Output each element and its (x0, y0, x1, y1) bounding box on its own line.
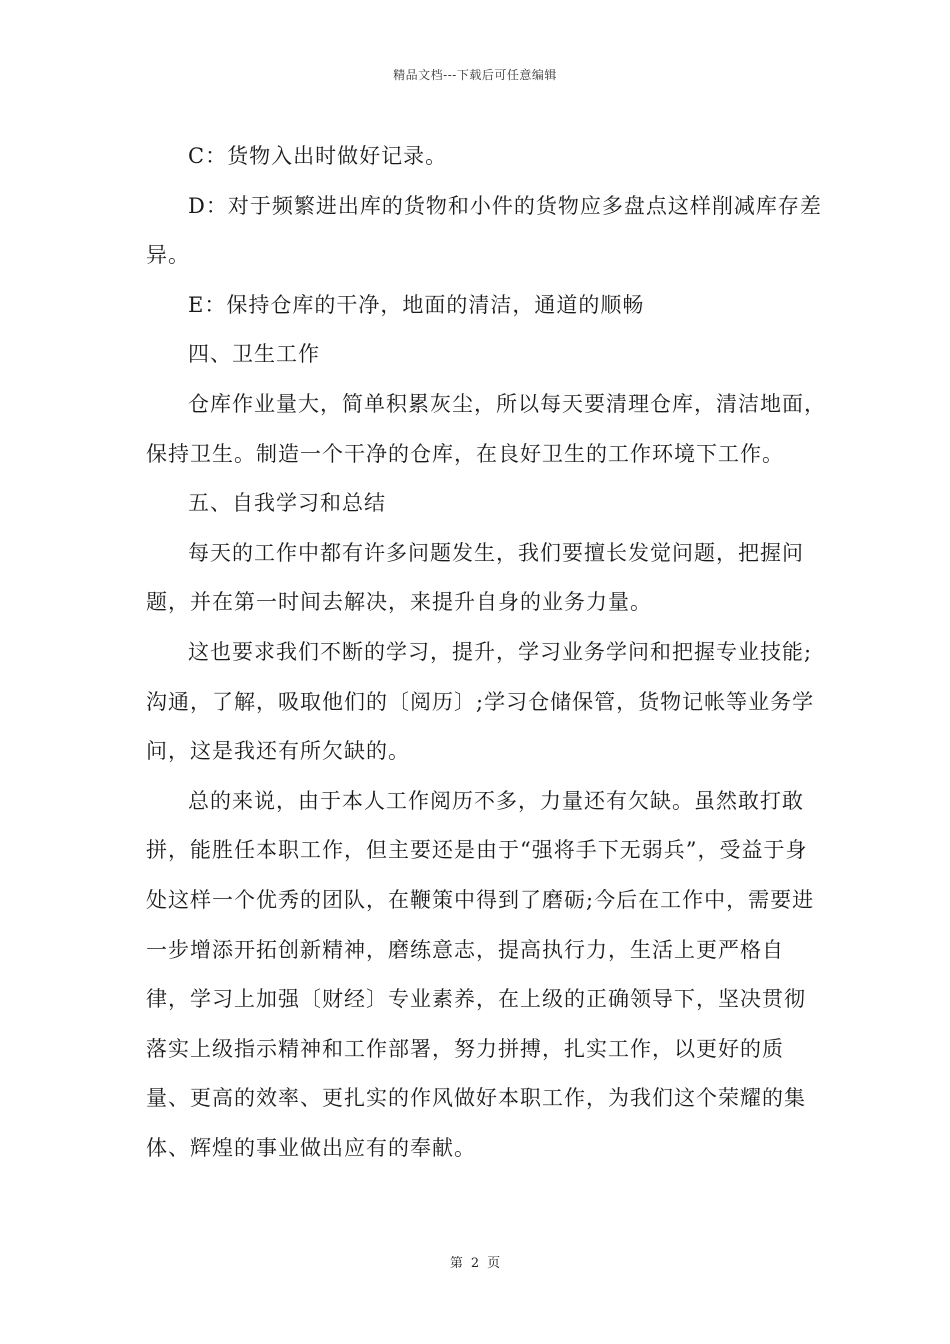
page-header: 精品文档---下载后可任意编辑 (393, 68, 557, 82)
document-body (146, 132, 826, 1173)
page-label-suffix: 页 (487, 1256, 501, 1271)
paragraph-learning: 这也要求我们不断的学习，提升，学习业务学问和把握专业技能;沟通，了解，吸取他们的〔阅历〕;学习仓储保管，货物记帐等业务学问，这是我还有所欠缺的。 (146, 639, 815, 764)
paragraph-item-d: D：对于频繁进出库的货物和小件的货物应多盘点这样削减库存差异。 (146, 193, 822, 268)
page-footer (0, 1252, 950, 1271)
paragraph-problems: 每天的工作中都有许多问题发生，我们要擅长发觉问题，把握问题，并在第一时间去解决，来提升自身的业务力量。 (146, 540, 804, 615)
page-label-prefix: 第 (449, 1256, 463, 1271)
page-number: 2 (470, 1256, 480, 1271)
section-heading-self-study: 五、自我学习和总结 (188, 491, 386, 516)
paragraph-summary: 总的来说，由于本人工作阅历不多，力量还有欠缺。虽然敢打敢拼，能胜任本职工作，但主要还是由于“强将手下无弱兵”，受益于身处这样一个优秀的团队，在鞭策中得到了磨砺;今后在工作中，需要进一步增添开拓创新精神，磨练意志，提高执行力，生活上更严格自律，学习上加强〔财经〕专业素养，在上级的正确领导下，坚决贯彻落实上级指示精神和工作部署，努力拼搏，扎实工作，以更好的质量、更高的效率、更扎实的作风做好本职工作，为我们这个荣耀的集体、辉煌的事业做出应有的奉献。 (146, 788, 815, 1160)
paragraph-item-c: C：货物入出时做好记录。 (188, 144, 448, 168)
paragraph-item-e: E：保持仓库的干净，地面的清洁，通道的顺畅 (188, 292, 645, 317)
paragraph-hygiene: 仓库作业量大，简单积累灰尘，所以每天要清理仓库，清洁地面，保持卫生。制造一个干净的仓库，在良好卫生的工作环境下工作。 (146, 391, 826, 466)
section-heading-hygiene: 四、卫生工作 (188, 342, 320, 367)
